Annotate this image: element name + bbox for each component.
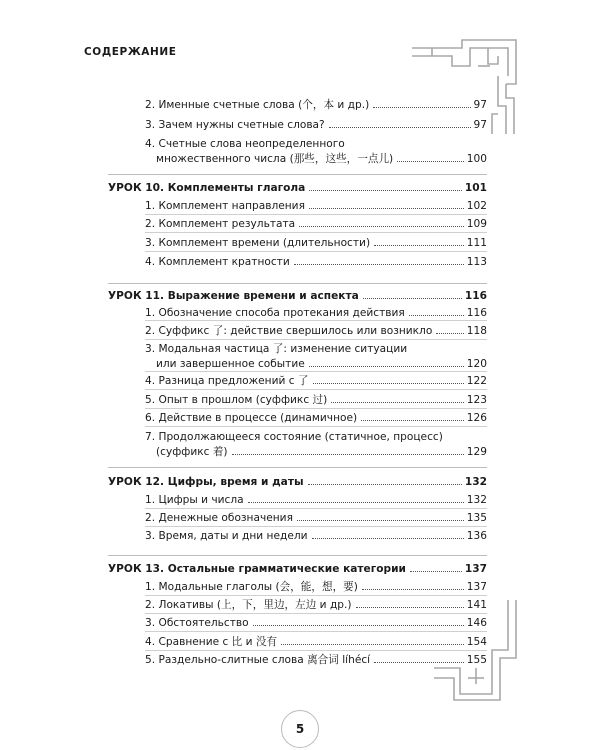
section-divider <box>108 283 487 284</box>
toc-entry[interactable]: 1. Комплемент направления 102 <box>145 200 487 212</box>
toc-entry[interactable]: 4. Комплемент кратности 113 <box>145 256 487 268</box>
entry-divider <box>145 408 487 409</box>
entry-divider <box>145 526 487 527</box>
toc-entry[interactable]: 1. Обозначение способа протекания действия 116 <box>145 307 487 319</box>
toc-entry[interactable]: 1. Модальные глаголы (会，能，想，要) 137 <box>145 581 487 593</box>
section-divider <box>108 555 487 556</box>
toc-entry[interactable]: 3. Обстоятельство 146 <box>145 617 487 629</box>
section-divider <box>108 467 487 468</box>
toc-entry[interactable]: 5. Опыт в прошлом (суффикс 过) 123 <box>145 394 487 406</box>
toc-entry[interactable]: 4. Разница предложений с 了 122 <box>145 375 487 387</box>
entry-divider <box>145 232 487 233</box>
entry-divider <box>145 631 487 632</box>
toc-entry[interactable]: 1. Цифры и числа 132 <box>145 494 487 506</box>
toc-entry[interactable]: 4. Сравнение с 比 и 没有 154 <box>145 636 487 648</box>
entry-divider <box>145 339 487 340</box>
toc-entry[interactable]: 2. Комплемент результата 109 <box>145 218 487 230</box>
toc-lesson-entry[interactable]: УРОК 13. Остальные грамматические категории 137 <box>108 563 487 575</box>
entry-divider <box>145 251 487 252</box>
page-number-label: 5 <box>295 722 305 736</box>
entry-divider <box>145 389 487 390</box>
entry-divider <box>145 508 487 509</box>
toc-entry[interactable]: 2. Локативы (上，下，里边，左边 и др.) 141 <box>145 599 487 611</box>
toc-entry[interactable]: 3. Модальная частица 了: изменение ситуации или завершенное событие 120 <box>145 343 487 370</box>
toc-entry[interactable]: 2. Суффикс 了: действие свершилось или возникло 118 <box>145 325 487 337</box>
toc-entry[interactable]: 2. Именные счетные слова (个，本 и др.) 97 <box>145 99 487 111</box>
toc-entry[interactable]: 2. Денежные обозначения 135 <box>145 512 487 524</box>
entry-divider <box>145 426 487 427</box>
toc-lesson-entry[interactable]: УРОК 12. Цифры, время и даты 132 <box>108 476 487 488</box>
entry-divider <box>145 371 487 372</box>
toc-entry[interactable]: 3. Время, даты и дни недели 136 <box>145 530 487 542</box>
entry-divider <box>145 650 487 651</box>
entry-divider <box>145 595 487 596</box>
toc-entry[interactable]: 3. Комплемент времени (длительности) 111 <box>145 237 487 249</box>
toc-entry[interactable]: 5. Раздельно-слитные слова 离合词 líhécí 155 <box>145 654 487 666</box>
page-header: СОДЕРЖАНИЕ <box>84 46 177 58</box>
toc-lesson-entry[interactable]: УРОК 11. Выражение времени и аспекта 116 <box>108 290 487 302</box>
entry-divider <box>145 613 487 614</box>
toc-entry[interactable]: 7. Продолжающееся состояние (статичное, процесс) (суффикс 着) 129 <box>145 431 487 458</box>
page-number <box>281 710 319 748</box>
toc-entry[interactable]: 3. Зачем нужны счетные слова? 97 <box>145 119 487 131</box>
section-divider <box>108 174 487 175</box>
entry-divider <box>145 320 487 321</box>
toc-entry[interactable]: 6. Действие в процессе (динамичное) 126 <box>145 412 487 424</box>
entry-divider <box>145 214 487 215</box>
toc-entry[interactable]: 4. Счетные слова неопределенного множественного числа (那些，这些，一点儿) 100 <box>145 138 487 165</box>
toc-lesson-entry[interactable]: УРОК 10. Комплементы глагола 101 <box>108 182 487 194</box>
